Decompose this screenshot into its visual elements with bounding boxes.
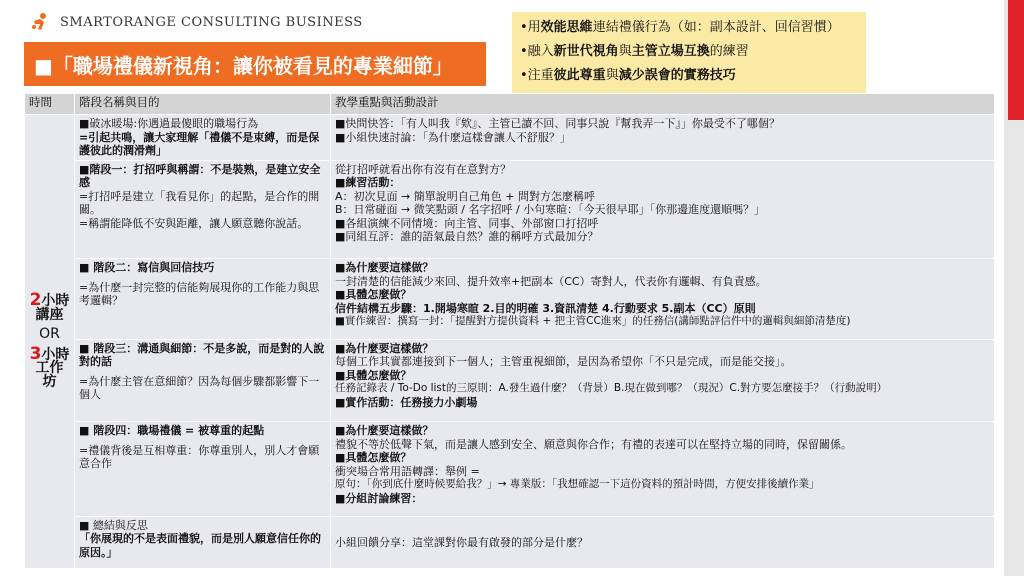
workshop-hours-number: 3 — [29, 343, 42, 364]
stage-cell: ■ 階段三：溝通與細節：不是多說，而是對的人說對的話 =為什麼主管在意細節？因為每個步驟都影響下一個人 — [75, 339, 331, 421]
table-row — [25, 516, 995, 568]
note-point: •用效能思維連結禮儀行為（如：副本設計、回信習慣） — [520, 20, 840, 35]
orange-figure-logo-icon — [30, 12, 50, 32]
table-row — [25, 422, 995, 517]
content-cell: 從打招呼就看出你有沒有在意對方？ ■練習活動： A：初次見面 → 簡單說明自己角色 + 問對方怎麼稱呼 B：日常碰面 → 微笑點頭 / 名字招呼 / 小句寒暄：「今天很早耶」「你那邊進度還順嗎？」 ■各組演練不同情境：向主管、同事、外部窗口打招呼 ■同組互評：誰的語氣最自然？誰的稱呼方式最加分？ — [331, 160, 995, 259]
key-points-note — [512, 12, 866, 102]
column-header-time: 時間 — [25, 94, 75, 115]
stage-cell: ■ 總結與反思 「你展現的不是表面禮貌，而是別人願意信任你的原因。」 — [75, 516, 331, 568]
table-row — [25, 160, 995, 259]
content-cell: 小組回饋分享：這堂課對你最有啟發的部分是什麼？ — [331, 516, 995, 568]
stage-cell: ■破冰暖場:你遇過最傻眼的職場行為 =引起共鳴，讓大家理解「禮儀不是束縛，而是保護彼此的潤滑劑」 — [75, 115, 331, 161]
note-point: •融入新世代視角與主管立場互換的練習 — [520, 44, 749, 59]
right-edge-strip — [1004, 0, 1024, 576]
lecture-hours-number: 2 — [29, 290, 42, 310]
content-cell: ■為什麼要這樣做？ 一封清楚的信能減少來回、提升效率+把副本（CC）寄對人，代表你有邏輯、有負責感。 ■具體怎麼做？ 信件結構五步驟：1.開場寒暄 2.目的明確 3.資訊清楚 4.行動要求 5.副本（CC）原則 ■實作練習：撰寫一封：「提醒對方提供資料 + 把主管CC進來」的任務信(講師點評信件中的邏輯與細節清楚度) — [331, 259, 995, 339]
stage-cell: ■ 階段四：職場禮儀 = 被尊重的起點 =禮儀背後是互相尊重：你尊重別人，別人才會願意合作 — [75, 422, 331, 517]
content-cell: ■為什麼要這樣做？ 每個工作其實都連接到下一個人；主管重視細節，是因為希望你「不只是完成，而是能交接」。 ■具體怎麼做？ 任務記錄表 / To-Do list的三原則：A.發生過什麼？（背景）B.現在做到哪？（現況）C.對方要怎麼接手？（行動說明） ■實作活動：任務接力小劇場 — [331, 339, 995, 421]
table-row — [25, 339, 995, 421]
column-header-content: 教學重點與活動設計 — [331, 94, 995, 115]
note-point: •注重彼此尊重與減少誤會的實務技巧 — [520, 68, 736, 83]
course-outline-table — [24, 93, 995, 569]
content-cell: ■快問快答：「有人叫我『欸』、主管已讀不回、同事只說『幫我弄一下』」你最受不了哪個？ ■小組快速討論：「為什麼這樣會讓人不舒服？」 — [331, 115, 995, 161]
table-row — [25, 259, 995, 339]
company-logo — [30, 12, 363, 32]
content-cell: ■為什麼要這樣做？ 禮貌不等於低聲下氣，而是讓人感到安全、願意與你合作；有禮的表達可以在堅持立場的同時，保留關係。 ■具體怎麼做？ 衝突場合常用語轉譯：舉例 = 原句：「你到底什麼時候要給我？」→ 專業版：「我想確認一下這份資料的預計時間，方便安排後續作業」 ■分組討論練習： — [331, 422, 995, 517]
time-cell: 2小時 講座 OR 3小時 工作坊 — [25, 115, 75, 569]
table-row — [25, 115, 995, 161]
stage-cell: ■階段一：打招呼與稱謂：不是裝熟，是建立安全感 =打招呼是建立「我看見你」的起點，是合作的開關。 =稱謂能降低不安與距離，讓人願意聽你說話。 — [75, 160, 331, 259]
table-header-row — [25, 94, 995, 115]
red-accent-bar — [1008, 0, 1024, 120]
company-name: SMARTORANGE CONSULTING BUSINESS — [60, 14, 363, 30]
column-header-stage: 階段名稱與目的 — [75, 94, 331, 115]
page-title: ■「職場禮儀新視角：讓你被看見的專業細節」 — [24, 42, 486, 86]
stage-cell: ■ 階段二：寫信與回信技巧 =為什麼一封完整的信能夠展現你的工作能力與思考邏輯？ — [75, 259, 331, 339]
